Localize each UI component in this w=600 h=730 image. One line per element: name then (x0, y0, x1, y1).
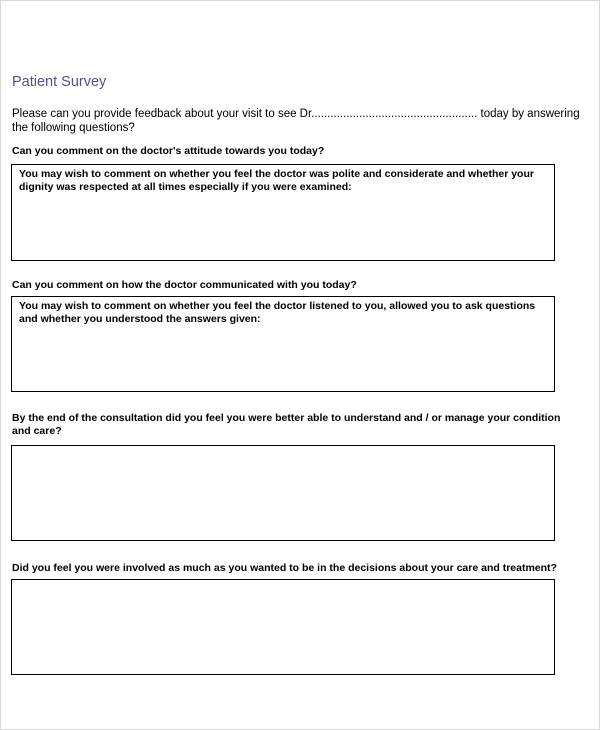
answer-box-1-prompt (19, 168, 554, 194)
answer-box-2-prompt-line-2: and whether you understood the answers given: (19, 313, 261, 325)
answer-box-2[interactable] (11, 296, 555, 392)
answer-box-1-prompt-line-2: dignity was respected at all times especially if you were examined: (19, 181, 352, 193)
answer-box-2-prompt-line-1: You may wish to comment on whether you feel the doctor listened to you, allowed you to ask questions (19, 300, 536, 312)
answer-box-3[interactable] (11, 445, 555, 541)
question-3-text-line-2: and care? (12, 425, 62, 437)
answer-box-1[interactable] (11, 164, 555, 261)
question-2-text: Can you comment on how the doctor communicated with you today? (12, 279, 357, 291)
question-1-text: Can you comment on the doctor's attitude towards you today? (12, 145, 325, 157)
question-3-text-line-1: By the end of the consultation did you feel you were better able to understand and / or manage your condition (12, 412, 561, 424)
answer-box-1-prompt-line-1: You may wish to comment on whether you feel the doctor was polite and considerate and whether your (19, 168, 534, 180)
answer-box-4[interactable] (11, 579, 555, 675)
intro-line-2: the following questions? (12, 122, 135, 134)
question-4-text: Did you feel you were involved as much as you wanted to be in the decisions about your care and treatment? (12, 562, 557, 574)
question-4-label (12, 562, 580, 575)
question-1-label (12, 145, 580, 158)
page-title: Patient Survey (12, 74, 107, 90)
answer-box-2-prompt (19, 300, 554, 326)
question-2-label (12, 279, 580, 292)
intro-line-1: Please can you provide feedback about your visit to see Dr.................................................... today by answering (12, 108, 580, 120)
question-3-label (12, 412, 580, 438)
intro-text (12, 107, 592, 135)
